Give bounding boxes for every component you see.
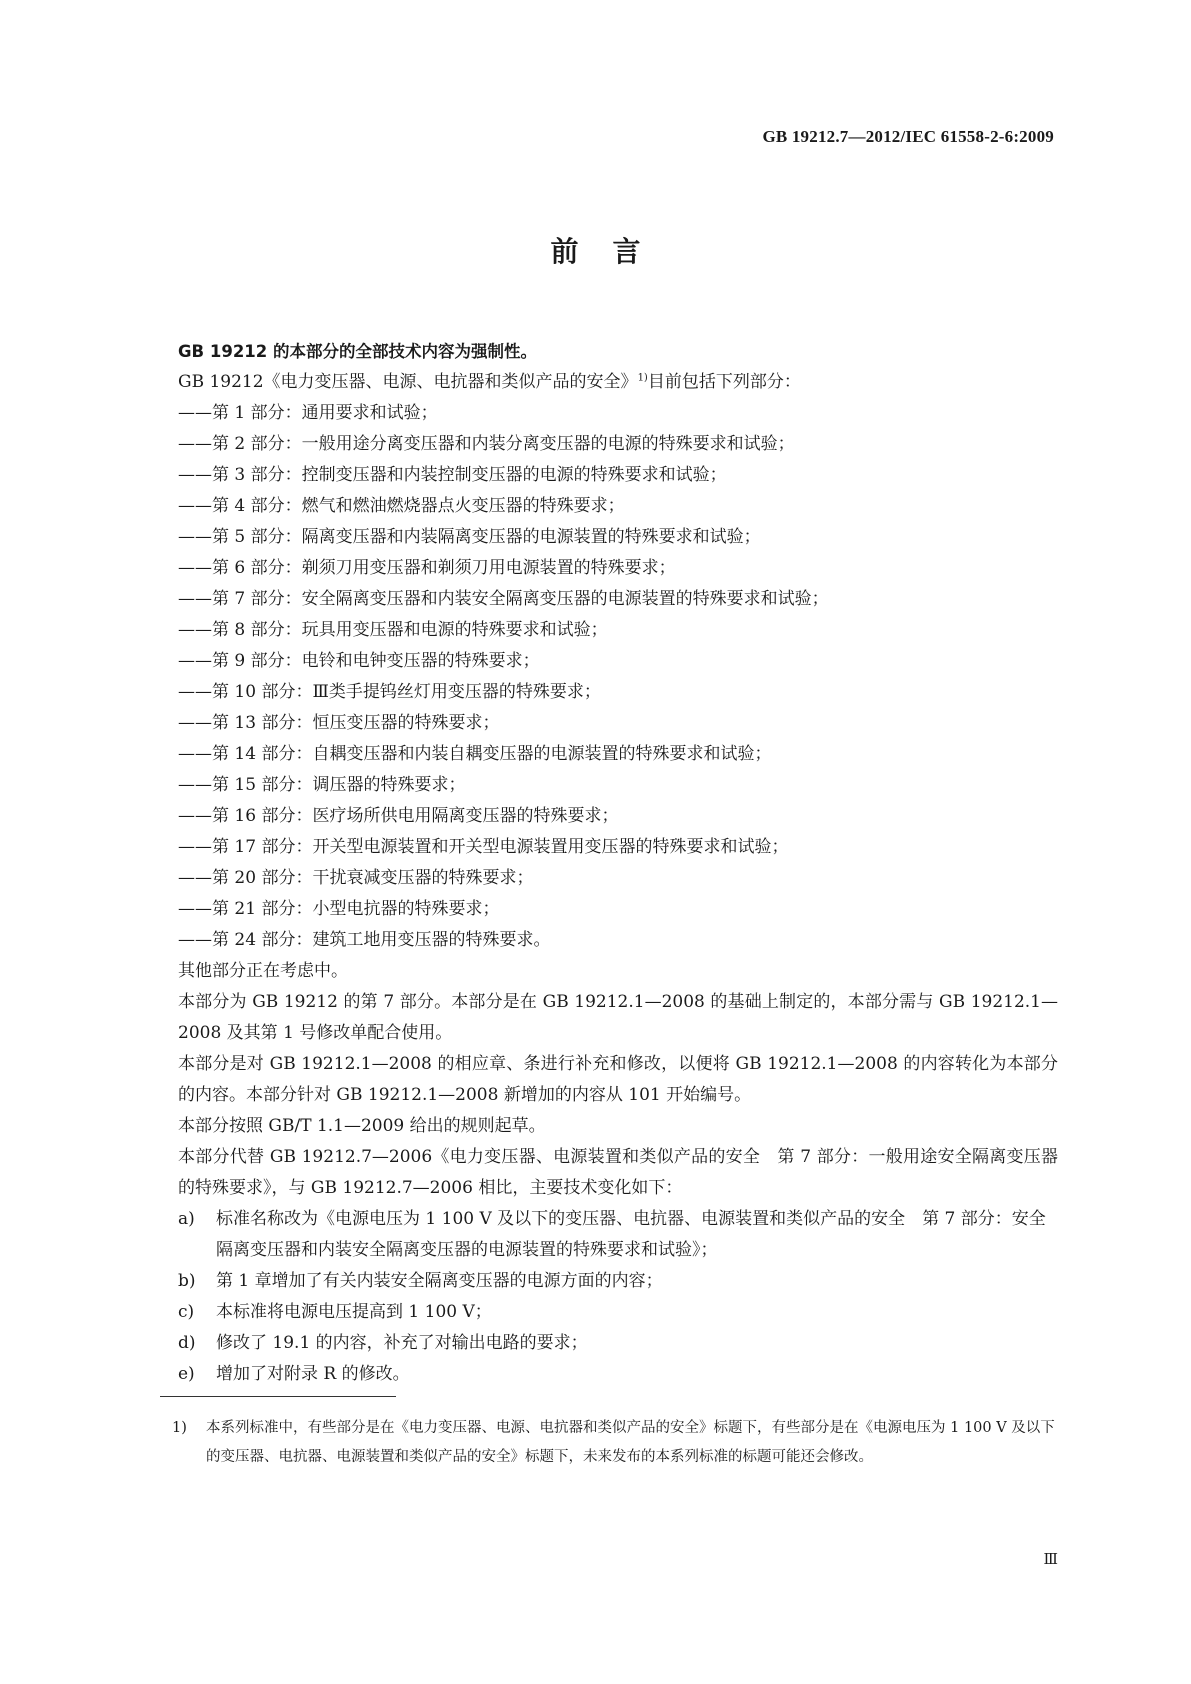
footnote [172, 1414, 1058, 1472]
document-body [178, 336, 1058, 1390]
paragraph-drafting-rule: 本部分按照 GB/T 1.1—2009 给出的规则起草。 [178, 1116, 546, 1136]
series-intro [178, 367, 1058, 398]
list-item: ——第 3 部分：控制变压器和内装控制变压器的电源的特殊要求和试验； [178, 465, 727, 485]
list-item: ——第 15 部分：调压器的特殊要求； [178, 775, 466, 795]
list-item [178, 1359, 1058, 1390]
list-item-label: d) [178, 1333, 196, 1353]
list-item-text: 增加了对附录 R 的修改。 [216, 1364, 410, 1384]
list-item-label: a) [178, 1209, 195, 1229]
list-item-label: c) [178, 1302, 195, 1322]
paragraph-supplement: 本部分是对 GB 19212.1—2008 的相应章、条进行补充和修改，以便将 GB 19212.1—2008 的内容转化为本部分的内容。本部分针对 GB 19212.1—2008 新增加的内容从 101 开始编号。 [178, 1054, 1058, 1105]
page-number: Ⅲ [1043, 1552, 1058, 1568]
paragraph-replaces: 本部分代替 GB 19212.7—2006《电力变压器、电源装置和类似产品的安全 第 7 部分：一般用途安全隔离变压器的特殊要求》，与 GB 19212.7—2006 相比，主要技术变化如下： [178, 1147, 1058, 1198]
list-item: ——第 6 部分：剃须刀用变压器和剃须刀用电源装置的特殊要求； [178, 558, 676, 578]
list-item: ——第 16 部分：医疗场所供电用隔离变压器的特殊要求； [178, 806, 619, 826]
list-item-text: 第 1 章增加了有关内装安全隔离变压器的电源方面的内容； [216, 1271, 663, 1291]
changes-list [178, 1204, 1058, 1390]
paragraph-part7-basis: 本部分为 GB 19212 的第 7 部分。本部分是在 GB 19212.1—2008 的基础上制定的，本部分需与 GB 19212.1—2008 及其第 1 号修改单配合使用。 [178, 992, 1058, 1043]
list-item-text: 标准名称改为《电源电压为 1 100 V 及以下的变压器、电抗器、电源装置和类似产品的安全 第 7 部分：安全隔离变压器和内装安全隔离变压器的电源装置的特殊要求和试验》； [216, 1209, 1046, 1260]
footnote-divider [160, 1396, 396, 1397]
page-title: 前言 [550, 235, 675, 268]
list-item: ——第 8 部分：玩具用变压器和电源的特殊要求和试验； [178, 620, 608, 640]
series-intro-text: GB 19212《电力变压器、电源、电抗器和类似产品的安全》 [178, 372, 638, 392]
list-item: ——第 9 部分：电铃和电钟变压器的特殊要求； [178, 651, 540, 671]
footnote-text: 本系列标准中，有些部分是在《电力变压器、电源、电抗器和类似产品的安全》标题下，有些部分是在《电源电压为 1 100 V 及以下的变压器、电抗器、电源装置和类似产品的安全》标题下，未来发布的本系列标准的标题可能还会修改。 [206, 1420, 1055, 1465]
list-item: ——第 4 部分：燃气和燃油燃烧器点火变压器的特殊要求； [178, 496, 625, 516]
list-item [178, 1328, 1058, 1359]
paragraph-other-parts: 其他部分正在考虑中。 [178, 961, 348, 981]
list-item: ——第 2 部分：一般用途分离变压器和内装分离变压器的电源的特殊要求和试验； [178, 434, 795, 454]
list-item-label: b) [178, 1271, 196, 1291]
list-item: ——第 24 部分：建筑工地用变压器的特殊要求。 [178, 930, 551, 950]
list-item-text: 本标准将电源电压提高到 1 100 V； [216, 1302, 492, 1322]
header-standard-code: GB 19212.7—2012/IEC 61558-2-6:2009 [762, 127, 1054, 146]
list-item: ——第 17 部分：开关型电源装置和开关型电源装置用变压器的特殊要求和试验； [178, 837, 789, 857]
series-intro-tail: 目前包括下列部分： [647, 372, 801, 392]
parts-list [178, 398, 1058, 956]
list-item [178, 1266, 1058, 1297]
list-item-label: e) [178, 1364, 195, 1384]
list-item: ——第 7 部分：安全隔离变压器和内装安全隔离变压器的电源装置的特殊要求和试验； [178, 589, 829, 609]
list-item: ——第 10 部分：Ⅲ类手提钨丝灯用变压器的特殊要求； [178, 682, 601, 702]
list-item: ——第 5 部分：隔离变压器和内装隔离变压器的电源装置的特殊要求和试验； [178, 527, 761, 547]
list-item: ——第 13 部分：恒压变压器的特殊要求； [178, 713, 500, 733]
list-item: ——第 20 部分：干扰衰减变压器的特殊要求； [178, 868, 534, 888]
mandatory-statement: GB 19212 的本部分的全部技术内容为强制性。 [178, 342, 538, 361]
list-item: ——第 21 部分：小型电抗器的特殊要求； [178, 899, 500, 919]
footnote-mark: 1) [172, 1420, 187, 1436]
list-item [178, 1204, 1058, 1266]
footnote-reference[interactable]: 1) [637, 372, 648, 384]
list-item: ——第 1 部分：通用要求和试验； [178, 403, 438, 423]
list-item-text: 修改了 19.1 的内容，补充了对输出电路的要求； [216, 1333, 588, 1353]
list-item: ——第 14 部分：自耦变压器和内装自耦变压器的电源装置的特殊要求和试验； [178, 744, 772, 764]
list-item [178, 1297, 1058, 1328]
